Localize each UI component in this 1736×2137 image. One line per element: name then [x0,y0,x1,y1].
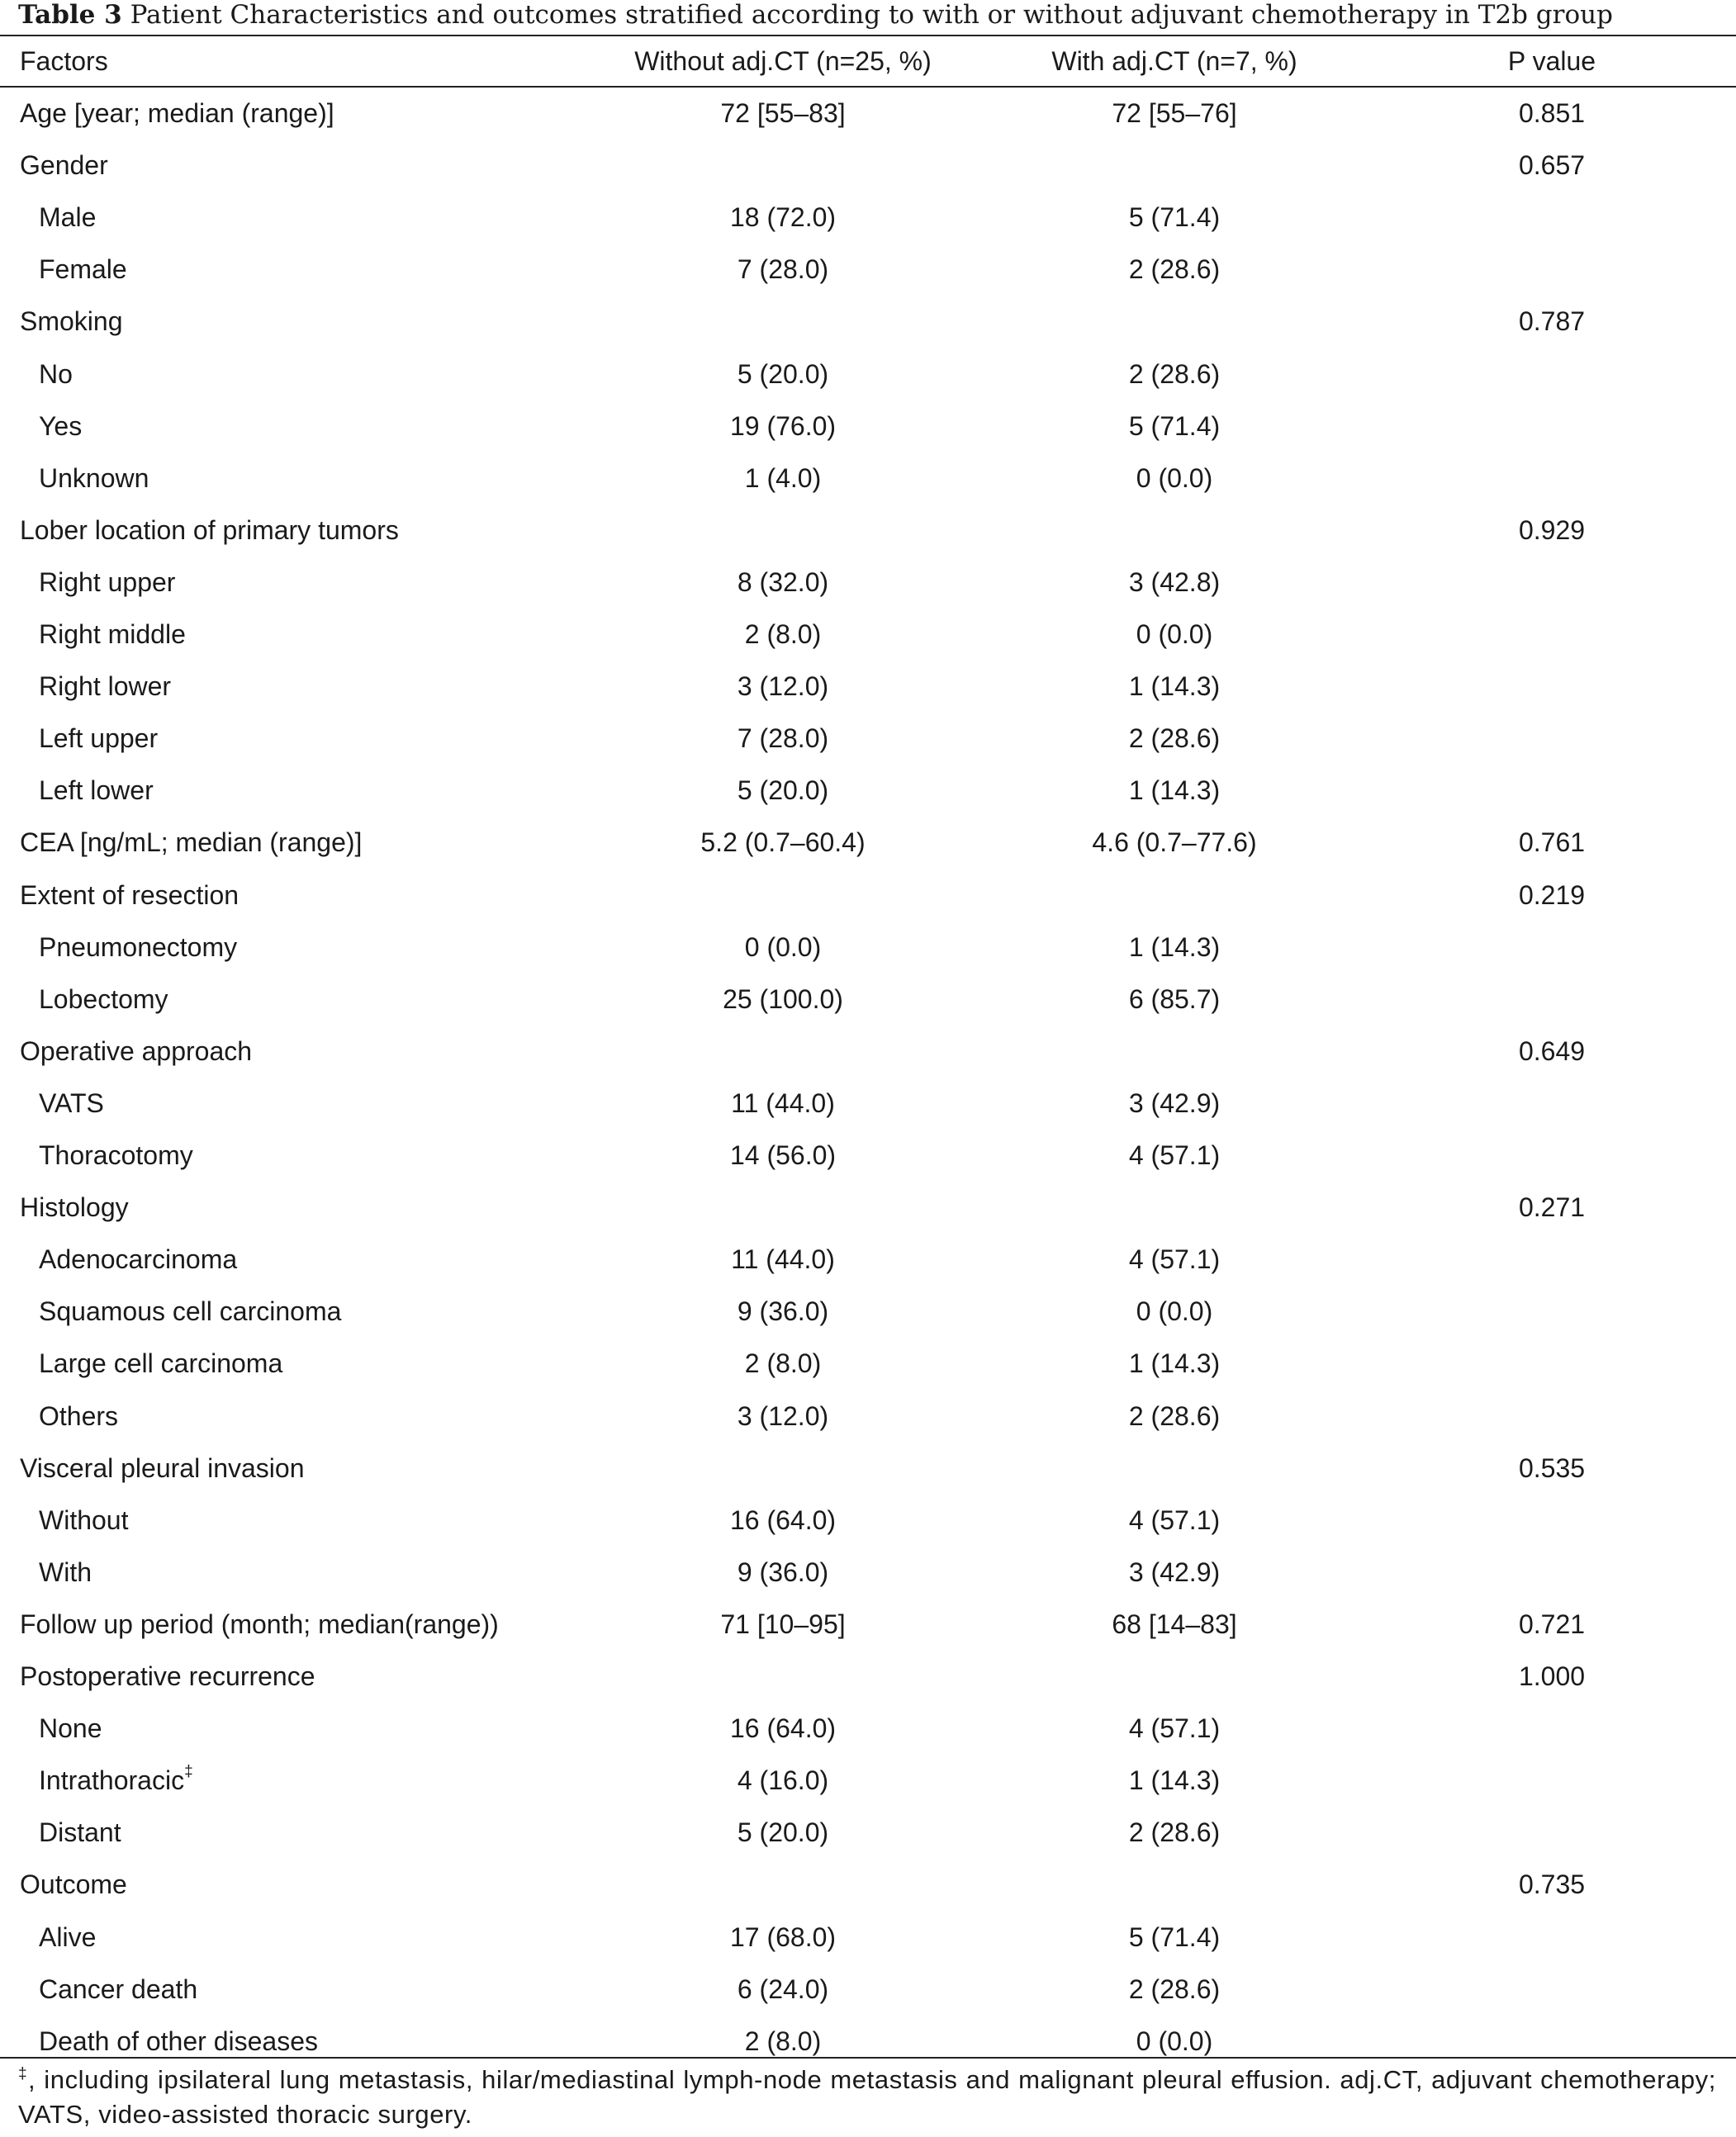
header-p-value: P value [1507,46,1596,76]
row-factor-label: Follow up period (month; median(range)) [20,1609,499,1639]
table-row [0,505,1736,557]
row-factor-label: CEA [ng/mL; median (range)] [20,827,363,858]
row-factor-label: Left lower [39,775,154,806]
row-p-value [1387,765,1717,817]
row-factor-label: Cancer death [39,1974,198,2004]
table-row [0,1964,1736,2016]
row-without-adj-ct [618,1859,948,1911]
row-p-value: 0.735 [1518,1869,1586,1900]
table-row [0,1338,1736,1390]
row-factor [39,1338,282,1390]
row-without-adj-ct: 5.2 (0.7–60.4) [700,827,866,858]
row-without-adj-ct: 25 (100.0) [723,983,843,1014]
row-factor [39,1912,96,1964]
table-header [0,36,1736,88]
table-row [0,765,1736,817]
row-p-value [1387,557,1717,609]
row-without-adj-ct: 2 (8.0) [744,2026,822,2056]
row-with-adj-ct: 72 [55–76] [1112,98,1237,128]
row-without-adj-ct: 9 (36.0) [737,1296,829,1327]
row-with-adj-ct: 1 (14.3) [1128,1765,1221,1796]
row-factor [20,817,362,869]
row-factor [39,1807,121,1859]
table-row [0,244,1736,296]
table-row [0,1651,1736,1703]
row-factor-label: Yes [39,410,83,441]
row-with-adj-ct: 1 (14.3) [1128,931,1221,962]
table-row [0,1703,1736,1755]
table-row [0,922,1736,974]
row-factor [20,1651,315,1703]
row-p-value [1387,1338,1717,1390]
row-factor-label: With [39,1557,92,1587]
table-row [0,2016,1736,2068]
row-p-value: 0.851 [1518,98,1586,128]
row-with-adj-ct: 4 (57.1) [1128,1244,1221,1275]
row-p-value [1387,1078,1717,1130]
row-without-adj-ct: 5 (20.0) [737,1817,829,1848]
row-with-adj-ct: 5 (71.4) [1128,202,1221,233]
row-with-adj-ct: 4 (57.1) [1128,1713,1221,1744]
row-with-adj-ct: 3 (42.9) [1128,1557,1221,1587]
row-factor [20,296,123,348]
row-without-adj-ct: 16 (64.0) [729,1713,837,1744]
row-without-adj-ct [618,1443,948,1495]
row-with-adj-ct: 3 (42.9) [1128,1087,1221,1118]
row-without-adj-ct: 72 [55–83] [720,98,846,128]
row-with-adj-ct: 5 (71.4) [1128,1921,1221,1952]
row-without-adj-ct [618,1026,948,1078]
table-row [0,1078,1736,1130]
row-with-adj-ct: 1 (14.3) [1128,775,1221,806]
row-p-value [1387,609,1717,661]
row-p-value: 0.929 [1518,514,1586,545]
row-without-adj-ct: 71 [10–95] [720,1609,846,1639]
row-without-adj-ct: 7 (28.0) [737,254,829,285]
row-factor-label: VATS [39,1087,104,1118]
row-factor-label: Visceral pleural invasion [20,1452,305,1483]
row-factor [39,1130,193,1182]
row-factor-label: Left upper [39,723,159,754]
row-factor-label: Lobectomy [39,983,168,1014]
row-factor-label: Distant [39,1817,121,1848]
row-with-adj-ct: 2 (28.6) [1128,723,1221,754]
table-row [0,869,1736,922]
row-factor [20,1182,129,1234]
row-p-value: 0.721 [1518,1609,1586,1639]
table-row [0,557,1736,609]
row-with-adj-ct [1009,296,1340,348]
table-number: Table 3 [18,0,122,30]
row-with-adj-ct: 2 (28.6) [1128,1400,1221,1431]
row-without-adj-ct: 11 (44.0) [731,1087,835,1118]
row-factor-label: Thoracotomy [39,1140,193,1170]
row-p-value: 0.271 [1518,1192,1586,1223]
row-factor [39,974,168,1026]
row-without-adj-ct: 3 (12.0) [737,1400,829,1431]
row-p-value: 0.787 [1518,306,1586,337]
table-row [0,661,1736,713]
row-without-adj-ct: 9 (36.0) [737,1557,829,1587]
table-row [0,974,1736,1026]
table-row [0,296,1736,348]
table-row [0,1286,1736,1338]
row-without-adj-ct: 18 (72.0) [729,202,837,233]
row-factor [20,1599,499,1651]
row-p-value [1387,1703,1717,1755]
table-row [0,1443,1736,1495]
row-with-adj-ct: 3 (42.8) [1128,566,1221,597]
row-without-adj-ct: 5 (20.0) [737,358,829,389]
table-caption [18,0,1719,33]
row-without-adj-ct: 19 (76.0) [729,410,837,441]
row-footnote-mark: ‡ [184,1763,193,1781]
row-with-adj-ct: 1 (14.3) [1128,671,1221,702]
row-without-adj-ct: 11 (44.0) [731,1244,835,1275]
table-row [0,1130,1736,1182]
row-p-value [1387,1130,1717,1182]
table-row [0,817,1736,869]
row-without-adj-ct: 8 (32.0) [737,566,829,597]
table-row [0,1807,1736,1859]
table-row [0,1912,1736,1964]
row-p-value: 0.649 [1518,1035,1586,1066]
row-p-value [1387,453,1717,505]
row-factor [20,869,239,922]
row-p-value: 0.657 [1518,150,1586,181]
table-title: Patient Characteristics and outcomes stratified according to with or without adjuvant chemotherapy in T2b group [130,0,1613,30]
row-factor-label: None [39,1713,102,1744]
footnote-text: , including ipsilateral lung metastasis, hilar/mediastinal lymph-node metastasis and malignant pleural effusion. adj.CT, adjuvant chemotherapy; VATS, video-assisted thoracic surgery. [18,2065,1716,2129]
row-p-value [1387,2016,1717,2068]
table-row [0,1234,1736,1286]
row-factor [39,1391,118,1443]
table-row [0,348,1736,400]
row-factor-label: Right middle [39,619,186,649]
row-factor-label: Without [39,1504,129,1535]
row-p-value [1387,400,1717,453]
row-without-adj-ct [618,1651,948,1703]
row-factor [39,1755,193,1807]
row-factor [20,140,108,192]
table-row [0,192,1736,244]
row-factor [39,192,96,244]
row-without-adj-ct [618,296,948,348]
table-row [0,1026,1736,1078]
row-factor-label: Smoking [20,306,123,337]
row-factor [20,505,399,557]
row-factor [39,348,73,400]
row-p-value: 0.219 [1518,879,1586,910]
row-with-adj-ct: 6 (85.7) [1128,983,1221,1014]
row-factor-label: Lober location of primary tumors [20,514,399,545]
row-factor-label: Male [39,202,97,233]
row-p-value: 1.000 [1518,1661,1586,1691]
row-factor-label: Outcome [20,1869,127,1900]
row-p-value [1387,1912,1717,1964]
row-without-adj-ct: 3 (12.0) [737,671,829,702]
table-row [0,1547,1736,1599]
row-factor-label: Large cell carcinoma [39,1348,283,1379]
row-factor [39,2016,318,2068]
row-factor [39,1286,341,1338]
row-factor [39,1703,102,1755]
row-factor-label: Alive [39,1921,97,1952]
table-row [0,609,1736,661]
row-with-adj-ct: 1 (14.3) [1128,1348,1221,1379]
row-factor-label: Operative approach [20,1035,253,1066]
row-without-adj-ct [618,505,948,557]
row-factor-label: Death of other diseases [39,2026,318,2056]
header-with-adj-ct: With adj.CT (n=7, %) [1051,46,1297,76]
row-with-adj-ct: 2 (28.6) [1128,358,1221,389]
row-without-adj-ct: 2 (8.0) [744,619,822,649]
row-without-adj-ct: 4 (16.0) [737,1765,829,1796]
table-row [0,1182,1736,1234]
row-factor-label: Pneumonectomy [39,931,238,962]
row-without-adj-ct [618,140,948,192]
row-factor-label: Histology [20,1192,129,1223]
row-factor [39,453,149,505]
row-factor-label: Female [39,254,127,285]
row-factor [39,609,186,661]
row-with-adj-ct: 0 (0.0) [1136,1296,1213,1327]
row-with-adj-ct: 0 (0.0) [1136,619,1213,649]
row-factor-label: Right lower [39,671,172,702]
row-p-value: 0.761 [1518,827,1586,858]
row-factor-label: Adenocarcinoma [39,1244,238,1275]
table-row [0,713,1736,765]
row-factor [39,1078,104,1130]
row-with-adj-ct: 2 (28.6) [1128,254,1221,285]
bottom-rule [0,2057,1736,2059]
table-row [0,400,1736,453]
row-without-adj-ct: 7 (28.0) [737,723,829,754]
row-factor-label: Gender [20,150,108,181]
row-with-adj-ct: 4.6 (0.7–77.6) [1092,827,1257,858]
row-factor [39,1547,92,1599]
row-with-adj-ct: 4 (57.1) [1128,1140,1221,1170]
row-factor-label: Others [39,1400,119,1431]
row-factor-label: Age [year; median (range)] [20,98,334,128]
table-row [0,1495,1736,1547]
row-without-adj-ct [618,869,948,922]
row-with-adj-ct [1009,1443,1340,1495]
row-factor-label: Right upper [39,566,176,597]
footnote-mark: ‡ [18,2065,28,2083]
row-p-value [1387,192,1717,244]
row-p-value [1387,348,1717,400]
row-p-value [1387,713,1717,765]
row-factor [39,661,171,713]
header-factors: Factors [20,46,108,76]
row-without-adj-ct: 16 (64.0) [729,1504,837,1535]
header-without-adj-ct: Without adj.CT (n=25, %) [634,46,932,76]
row-factor-label: Squamous cell carcinoma [39,1296,342,1327]
row-p-value [1387,1755,1717,1807]
table-row [0,140,1736,192]
row-p-value [1387,1286,1717,1338]
row-p-value [1387,244,1717,296]
table-row [0,1859,1736,1911]
row-factor [39,557,175,609]
row-with-adj-ct: 0 (0.0) [1136,2026,1213,2056]
row-without-adj-ct [618,1182,948,1234]
row-with-adj-ct: 4 (57.1) [1128,1504,1221,1535]
row-without-adj-ct: 0 (0.0) [744,931,822,962]
row-p-value [1387,1234,1717,1286]
row-with-adj-ct [1009,505,1340,557]
row-with-adj-ct [1009,1651,1340,1703]
row-with-adj-ct: 2 (28.6) [1128,1974,1221,2004]
row-with-adj-ct [1009,1026,1340,1078]
row-p-value [1387,1547,1717,1599]
row-without-adj-ct: 14 (56.0) [729,1140,837,1170]
row-factor-label: Postoperative recurrence [20,1661,315,1691]
row-factor [39,765,154,817]
table-row [0,1599,1736,1651]
row-p-value [1387,1495,1717,1547]
row-p-value [1387,1807,1717,1859]
row-factor [39,244,127,296]
row-p-value: 0.535 [1518,1452,1586,1483]
table-row [0,88,1736,140]
table-row [0,1391,1736,1443]
row-factor [39,922,237,974]
row-factor [39,1964,197,2016]
row-with-adj-ct: 5 (71.4) [1128,410,1221,441]
row-factor-label: Unknown [39,462,149,493]
row-p-value [1387,922,1717,974]
row-factor [20,1026,252,1078]
row-factor [20,88,334,140]
row-p-value [1387,661,1717,713]
row-p-value [1387,1964,1717,2016]
row-factor-label: No [39,358,73,389]
row-without-adj-ct: 1 (4.0) [744,462,822,493]
row-p-value [1387,1391,1717,1443]
row-with-adj-ct [1009,1859,1340,1911]
row-without-adj-ct: 5 (20.0) [737,775,829,806]
row-factor [39,400,82,453]
row-without-adj-ct: 17 (68.0) [729,1921,837,1952]
row-without-adj-ct: 6 (24.0) [737,1974,829,2004]
row-factor-label: Intrathoracic [39,1765,185,1796]
row-with-adj-ct: 0 (0.0) [1136,462,1213,493]
row-factor [39,713,158,765]
table-row [0,453,1736,505]
row-with-adj-ct [1009,869,1340,922]
row-factor [20,1859,127,1911]
table-row [0,1755,1736,1807]
row-factor [39,1495,128,1547]
row-p-value [1387,974,1717,1026]
row-factor [39,1234,237,1286]
row-with-adj-ct: 2 (28.6) [1128,1817,1221,1848]
row-with-adj-ct [1009,1182,1340,1234]
row-factor-label: Extent of resection [20,879,240,910]
row-with-adj-ct: 68 [14–83] [1112,1609,1237,1639]
row-factor [20,1443,304,1495]
row-without-adj-ct: 2 (8.0) [744,1348,822,1379]
row-with-adj-ct [1009,140,1340,192]
table-footnote [18,2063,1716,2132]
